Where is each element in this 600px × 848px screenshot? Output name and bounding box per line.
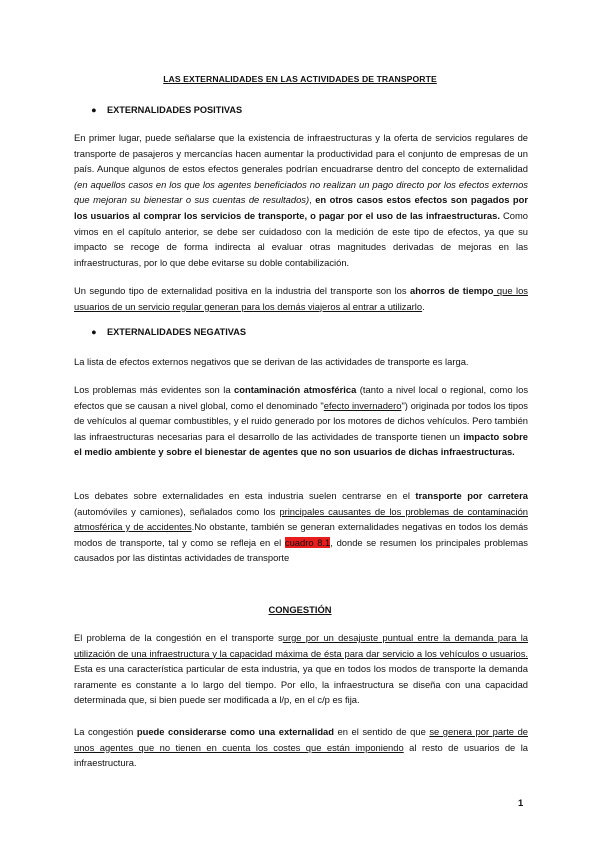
p5-bold: transporte por carretera [415, 490, 529, 501]
paragraph-positive-2 [74, 283, 528, 314]
p6-text-c: Esta es una característica particular de esta industria, ya que en todos los modos de transporte la demanda raramente es constante a lo largo del tiempo. Por ello, la infraestructura se diseña con una capacidad determinada que, si bien puede ser modificada a l/p, en el c/p es fija. [74, 663, 528, 706]
bullet-positive-label: EXTERNALIDADES POSITIVAS [107, 105, 243, 115]
document-title: LAS EXTERNALIDADES EN LAS ACTIVIDADES DE TRANSPORTE [163, 74, 437, 84]
p4-underline: efecto invernadero [323, 399, 402, 411]
paragraph-negative-1: La lista de efectos externos negativos que se derivan de las actividades de transporte es larga. [74, 356, 469, 367]
p5-text-e: .No obstante, también se generan externalidades negativas en todos los demás modos de transporte, tal y como se refleja en el [74, 521, 528, 548]
paragraph-positive-1 [74, 130, 528, 270]
p1-bold: en otros casos estos efectos son pagados por los usuarios al comprar los servicios de transporte, o pagar por el uso de las infraestructuras. [74, 194, 529, 221]
paragraph-negative-2 [74, 382, 528, 460]
p7-text-c: en el sentido de que [333, 726, 430, 737]
p1-text-a: En primer lugar, puede señalarse que la existencia de infraestructuras y la oferta de servicios regulares de transporte de pasajeros y mercancías hacen aumentar la productividad para el conjunto de empresas de un país. Aunque algunos de estos efectos generales podrían encuadrarse dentro del concepto de externalidad [74, 132, 528, 175]
p4-text-e: ") originada por todos los tipos de vehículos al quemar combustibles, y el ruido generado por los motores de dichos vehículos. Pero también las infraestructuras necesarias para el desarrollo de las actividades de transporte tienen un [74, 399, 528, 442]
p5-text-g: , donde se resumen los principales problemas causados por las distintas actividades de transporte [74, 536, 528, 564]
p6-text-a: El problema de la congestión en el transporte s [74, 632, 283, 643]
p4-bold: contaminación atmosférica [234, 384, 357, 395]
p2-underline: que los usuarios de un servicio regular generan para los demás viajeros al entrar a utilizarlo [74, 285, 528, 312]
p1-italic: (en aquellos casos en los que los agentes beneficiados no realizan un pago directo por los efectos externos que mejoran su bienestar o sus cuentas de resultados) [74, 178, 528, 206]
paragraph-negative-3 [74, 488, 528, 566]
cuadro-highlight: cuadro 8.1 [284, 536, 331, 548]
bullet-dot-icon: ● [91, 105, 97, 115]
p5-text-a: Los debates sobre externalidades en esta industria suelen centrarse en el [74, 490, 416, 501]
p2-text-d: . [422, 300, 425, 312]
p4-text-c: (tanto a nivel local o regional, como los efectos que se causan a nivel global, como el denominado " [74, 384, 529, 411]
section-congestion-title: CONGESTIÓN [268, 604, 332, 615]
bullet-negative-label: EXTERNALIDADES NEGATIVAS [107, 327, 247, 337]
p5-underline: principales causantes de los problemas de contaminación atmosférica y de accidentes [74, 505, 528, 533]
p1-text-c: , [309, 194, 316, 206]
bullet-positive [91, 105, 242, 115]
p5-text-c: (automóviles y camiones), señalados como los [74, 505, 280, 517]
p4-bold-end: impacto sobre el medio ambiente y sobre el bienestar de agentes que no son usuarios de dichas infraestructuras. [74, 430, 528, 458]
page-number: 1 [518, 797, 524, 808]
p7-text-e: al resto de usuarios de la infraestructura. [74, 741, 528, 769]
p7-bold: puede considerarse como una externalidad [136, 726, 334, 737]
p7-underline: se genera por parte de unos agentes que no tienen en cuenta los costes que están imponiendo [74, 726, 529, 753]
p2-text-a: Un segundo tipo de externalidad positiva en la industria del transporte son los [74, 285, 411, 296]
p7-text-a: La congestión [74, 726, 137, 737]
p2-bold: ahorros de tiempo [410, 285, 494, 296]
bullet-dot-icon: ● [91, 327, 97, 337]
bullet-negative [91, 327, 246, 337]
p4-text-a: Los problemas más evidentes son la [74, 384, 235, 395]
p1-text-e: Como vimos en el capítulo anterior, se debe ser cuidadoso con la medición de este tipo de efectos, ya que su impacto se recoge de forma indirecta al evaluar otras magnitudes derivadas de mejoras en las infraestructuras, por lo que debe evitarse su doble contabilización. [74, 209, 528, 268]
paragraph-congestion-1 [74, 630, 528, 708]
p6-underline: urge por un desajuste puntual entre la demanda para la utilización de una infraestructura y la capacidad máxima de ésta para dar servicio a los vehículos o usuarios. [74, 632, 528, 659]
paragraph-congestion-2 [74, 724, 528, 771]
